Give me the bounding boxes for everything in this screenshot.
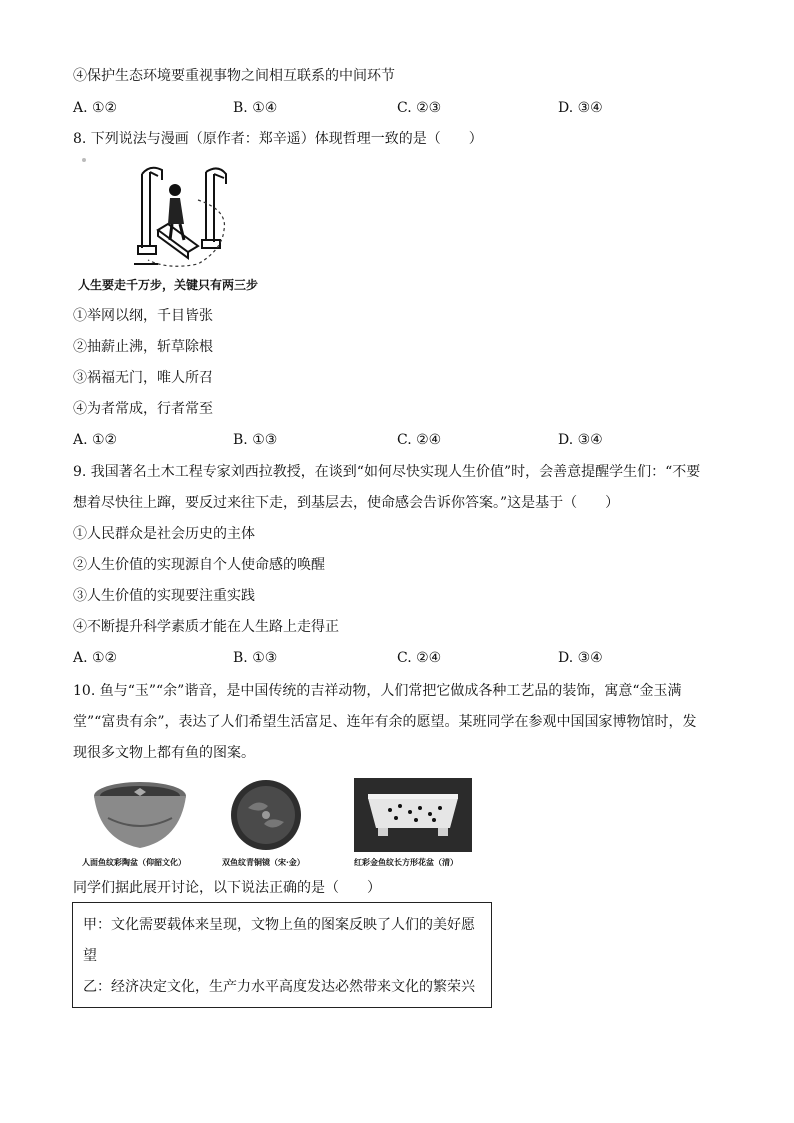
q9-choice-b: B. ①③ <box>233 650 278 666</box>
q8-stem: 8. 下列说法与漫画（原作者：郑辛遥）体现哲理一致的是（ ） <box>73 131 483 147</box>
q8-choice-b: B. ①③ <box>233 432 278 448</box>
statement-yi: 乙：经济决定文化，生产力水平高度发达必然带来文化的繁荣兴 <box>83 979 475 995</box>
stray-dot <box>82 158 86 162</box>
cartoon-caption: 人生要走千万步，关键只有两三步 <box>78 278 259 292</box>
q10-stem-line2: 堂”“富贵有余”，表达了人们希望生活富足、连年有余的愿望。某班同学在参观中国国家博物馆时，发 <box>73 714 697 730</box>
statement-box <box>72 902 492 1008</box>
q10-stem-line3: 现很多文物上都有鱼的图案。 <box>73 745 255 761</box>
q8-choice-a: A. ①② <box>73 432 118 448</box>
q9-item-4: ④不断提升科学素质才能在人生路上走得正 <box>73 619 339 635</box>
q8-choice-c: C. ②④ <box>397 432 442 448</box>
choice-d: D. ③④ <box>558 100 603 116</box>
statement-jia-line2: 望 <box>83 948 97 964</box>
q8-choice-d: D. ③④ <box>558 432 603 448</box>
choice-c: C. ②③ <box>397 100 442 116</box>
choice-a: A. ①② <box>73 100 118 116</box>
flower-pot-image <box>354 778 472 852</box>
q8-item-1: ①举网以纲，千目皆张 <box>73 308 213 324</box>
photo-caption-2: 双鱼纹青铜镜（宋·金） <box>222 857 305 867</box>
q8-item-4: ④为者常成，行者常至 <box>73 401 213 417</box>
pottery-basin-image <box>90 778 190 852</box>
q9-stem-line1: 9. 我国著名土木工程专家刘西拉教授，在谈到“如何尽快实现人生价值”时，会善意提醒学生们：“不要 <box>73 464 701 480</box>
statement-jia-line1: 甲：文化需要载体来呈现，文物上鱼的图案反映了人们的美好愿 <box>83 917 475 933</box>
photo-caption-3: 红彩金鱼纹长方形花盆（清） <box>354 857 458 867</box>
q10-discussion: 同学们据此展开讨论，以下说法正确的是（ ） <box>73 880 381 896</box>
option-item-4: ④保护生态环境要重视事物之间相互联系的中间环节 <box>73 68 395 84</box>
q8-item-2: ②抽薪止沸，斩草除根 <box>73 339 213 355</box>
choice-b: B. ①④ <box>233 100 278 116</box>
photo-caption-1: 人面鱼纹彩陶盆（仰韶文化） <box>82 857 186 867</box>
q9-choice-c: C. ②④ <box>397 650 442 666</box>
q9-item-2: ②人生价值的实现源自个人使命感的唤醒 <box>73 557 325 573</box>
q9-choice-a: A. ①② <box>73 650 118 666</box>
q9-item-1: ①人民群众是社会历史的主体 <box>73 526 255 542</box>
q9-choice-d: D. ③④ <box>558 650 603 666</box>
q10-stem-line1: 10. 鱼与“玉”“余”谐音，是中国传统的吉祥动物，人们常把它做成各种工艺品的装饰，寓意“金玉满 <box>73 683 682 699</box>
q9-stem-line2: 想着尽快往上蹿，要反过来往下走，到基层去，使命感会告诉你答案。”这是基于（ ） <box>73 495 620 511</box>
q9-item-3: ③人生价值的实现要注重实践 <box>73 588 255 604</box>
q8-item-3: ③祸福无门，唯人所召 <box>73 370 213 386</box>
cartoon-image <box>128 160 240 272</box>
bronze-mirror-image <box>228 778 304 852</box>
